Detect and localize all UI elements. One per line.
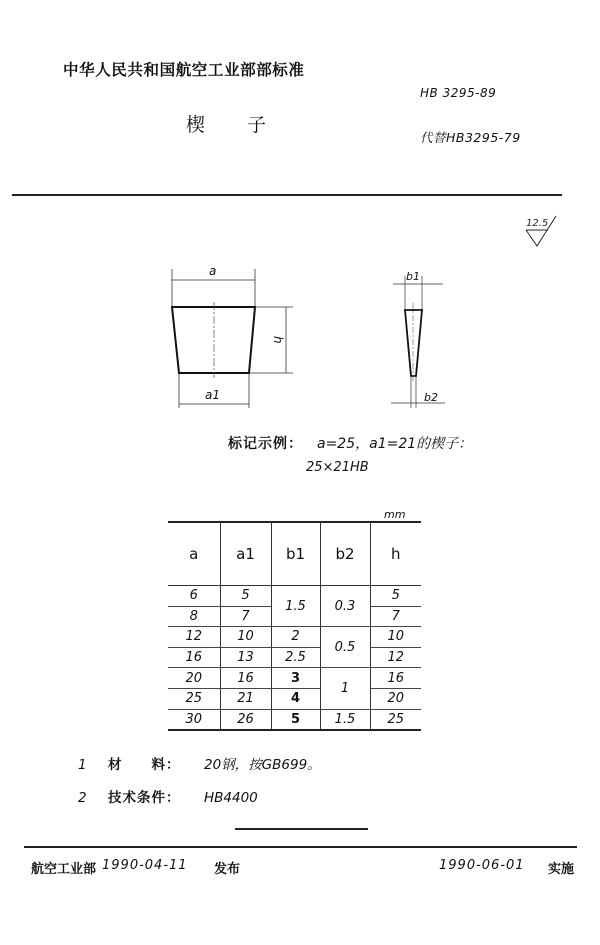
cell-a1: 10 xyxy=(220,627,271,648)
cell-b2: 0.3 xyxy=(320,586,370,627)
cell-a1: 5 xyxy=(220,586,271,607)
note-value: HB4400 xyxy=(204,790,258,806)
cell-b1: 3 xyxy=(271,668,320,689)
footer-issuer: 航空工业部 xyxy=(31,862,97,877)
cell-h: 10 xyxy=(370,627,421,648)
wedge-front-view xyxy=(165,262,305,412)
marking-example-label: 标记示例： xyxy=(228,436,303,452)
footer-issue-label: 发布 xyxy=(214,862,241,877)
cell-h: 16 xyxy=(370,668,421,689)
footer-divider xyxy=(24,846,577,848)
cell-h: 20 xyxy=(370,688,421,709)
marking-example xyxy=(228,433,472,453)
note-number: 1 xyxy=(78,757,87,773)
table-row xyxy=(168,627,421,648)
table-row xyxy=(168,688,421,709)
cell-b1: 2 xyxy=(271,627,320,648)
marking-example-code: 25×21HB xyxy=(306,460,369,475)
footer-effective-date: 1990-06-01 xyxy=(439,858,525,873)
cell-b1: 2.5 xyxy=(271,647,320,668)
wedge-side-view xyxy=(385,268,460,418)
cell-a1: 13 xyxy=(220,647,271,668)
note-value: 20钢，按GB699。 xyxy=(204,757,321,773)
dim-b1-label: b1 xyxy=(406,270,420,283)
surface-roughness-icon xyxy=(522,210,562,250)
cell-a: 30 xyxy=(168,709,220,730)
table-header-row xyxy=(168,522,421,586)
table-unit: mm xyxy=(384,508,406,521)
table-row xyxy=(168,668,421,689)
cell-a: 25 xyxy=(168,688,220,709)
standard-number: HB 3295-89 xyxy=(420,86,497,100)
cell-a: 12 xyxy=(168,627,220,648)
cell-a: 6 xyxy=(168,586,220,607)
header-a1: a1 xyxy=(220,522,271,586)
cell-b2: 1 xyxy=(320,668,370,709)
header-divider xyxy=(12,194,562,196)
footer-issue-date: 1990-04-11 xyxy=(102,858,188,873)
end-of-text-line xyxy=(235,828,368,830)
table-row xyxy=(168,647,421,668)
note-material xyxy=(78,753,321,773)
footer-effective-label: 实施 xyxy=(548,862,575,877)
note-technical-conditions xyxy=(78,786,258,806)
document-title: 楔 子 xyxy=(186,114,285,136)
cell-b2: 0.5 xyxy=(320,627,370,668)
table-row xyxy=(168,709,421,730)
header-b2: b2 xyxy=(320,522,370,586)
dim-a-label: a xyxy=(209,264,217,278)
cell-h: 7 xyxy=(370,606,421,627)
cell-b1: 4 xyxy=(271,688,320,709)
issuing-organization: 中华人民共和国航空工业部部标准 xyxy=(63,61,305,79)
header-h: h xyxy=(370,522,421,586)
cell-b1: 1.5 xyxy=(271,586,320,627)
cell-h: 25 xyxy=(370,709,421,730)
dimension-table xyxy=(168,521,421,731)
dim-a1-label: a1 xyxy=(205,388,220,402)
cell-h: 12 xyxy=(370,647,421,668)
dim-b2-label: b2 xyxy=(424,391,438,404)
cell-a: 8 xyxy=(168,606,220,627)
cell-a1: 7 xyxy=(220,606,271,627)
note-key: 材 料： xyxy=(108,757,181,773)
header-a: a xyxy=(168,522,220,586)
cell-b2: 1.5 xyxy=(320,709,370,730)
replaces-standard: 代替HB3295-79 xyxy=(420,130,521,145)
cell-b1: 5 xyxy=(271,709,320,730)
cell-a1: 21 xyxy=(220,688,271,709)
cell-a: 16 xyxy=(168,647,220,668)
roughness-value: 12.5 xyxy=(526,218,549,229)
note-number: 2 xyxy=(78,790,87,806)
cell-a1: 16 xyxy=(220,668,271,689)
cell-a1: 26 xyxy=(220,709,271,730)
dim-h-label: h xyxy=(271,336,285,344)
marking-example-text: a=25，a1=21的楔子： xyxy=(317,436,473,452)
table-row xyxy=(168,586,421,607)
cell-h: 5 xyxy=(370,586,421,607)
note-key: 技术条件： xyxy=(108,790,181,806)
cell-a: 20 xyxy=(168,668,220,689)
header-b1: b1 xyxy=(271,522,320,586)
